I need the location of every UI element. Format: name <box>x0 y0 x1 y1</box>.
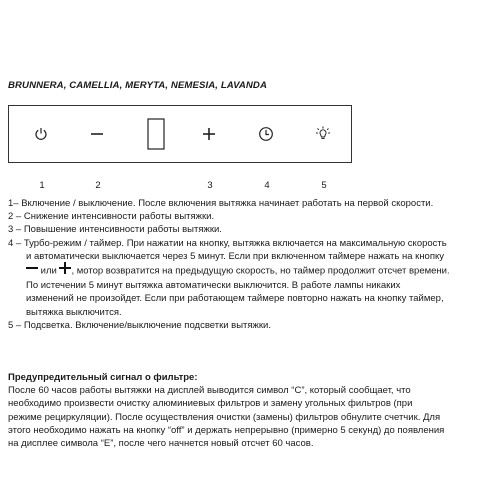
plus-button[interactable] <box>197 106 221 162</box>
description-item-4-line-3-text: , мотор возвратится на предыдущую скорость, но таймер продолжит отсчет времени. <box>71 265 450 277</box>
button-number-1: 1 <box>39 180 45 191</box>
button-number-3: 3 <box>207 180 213 191</box>
button-number-5: 5 <box>321 180 327 191</box>
minus-icon <box>90 127 104 141</box>
model-list-heading: BRUNNERA, CAMELLIA, MERYTA, NEMESIA, LAVANDA <box>8 80 267 91</box>
display-window-icon <box>147 118 165 150</box>
button-descriptions <box>8 197 496 332</box>
light-bulb-icon <box>315 126 331 142</box>
description-item-4-line-6: вытяжка выключится. <box>26 306 122 318</box>
description-item-4-line-4: По истечении 5 минут вытяжка автоматически выключится. В работе лампы никаких <box>26 280 401 292</box>
light-button[interactable] <box>311 106 335 162</box>
description-item-4-line-1: 4 – Турбо-режим / таймер. При нажатии на кнопку, вытяжка включается на максимальную скорость <box>8 237 447 249</box>
description-item-2: 2 – Снижение интенсивности работы вытяжки. <box>8 211 215 223</box>
power-icon <box>34 127 48 141</box>
minus-button[interactable] <box>85 106 109 162</box>
button-number-2: 2 <box>95 180 101 191</box>
filter-warning-title: Предупредительный сигнал о фильтре: <box>8 372 198 383</box>
filter-warning-section <box>8 371 496 450</box>
description-item-4-line-2: и автоматически выключается через 5 минут. Если при включенном таймере нажать на кнопку <box>26 250 444 262</box>
timer-button[interactable] <box>254 106 278 162</box>
control-panel <box>8 105 352 163</box>
filter-warning-line-5: на дисплее символа “Е”, после чего начнется новый отсчет 60 часов. <box>8 438 314 450</box>
filter-warning-line-2: необходимо произвести очистку алюминиевых фильтров и замену угольных фильтров (при <box>8 398 413 410</box>
filter-warning-line-1: После 60 часов работы вытяжки на дисплей выводится символ “С”, который сообщает, что <box>8 385 411 397</box>
clock-icon <box>258 126 274 142</box>
plus-icon <box>59 262 71 278</box>
power-button[interactable] <box>29 106 53 162</box>
minus-icon <box>26 263 38 277</box>
description-item-4-line-3 <box>8 263 496 279</box>
filter-warning-line-4: этого необходимо нажать на кнопку “off” и держать непрерывно (примерно 5 секунд) до появления <box>8 424 445 436</box>
description-item-3: 3 – Повышение интенсивности работы вытяжки. <box>8 224 222 236</box>
filter-warning-line-3: режиме рециркуляции). После осуществления очистки (замены) фильтров обнулите счетчик. Для <box>8 411 441 423</box>
plus-icon <box>202 127 216 141</box>
or-word: или <box>40 265 57 277</box>
description-item-1: 1– Включение / выключение. После включения вытяжка начинает работать на первой скорости. <box>8 198 434 209</box>
description-item-4-line-5: изменений не произойдет. Если при работающем таймере повторно нажать на кнопку таймер, <box>26 293 444 305</box>
description-item-5: 5 – Подсветка. Включение/выключение подсветки вытяжки. <box>8 319 272 331</box>
display-window <box>144 106 168 162</box>
button-number-4: 4 <box>264 180 270 191</box>
